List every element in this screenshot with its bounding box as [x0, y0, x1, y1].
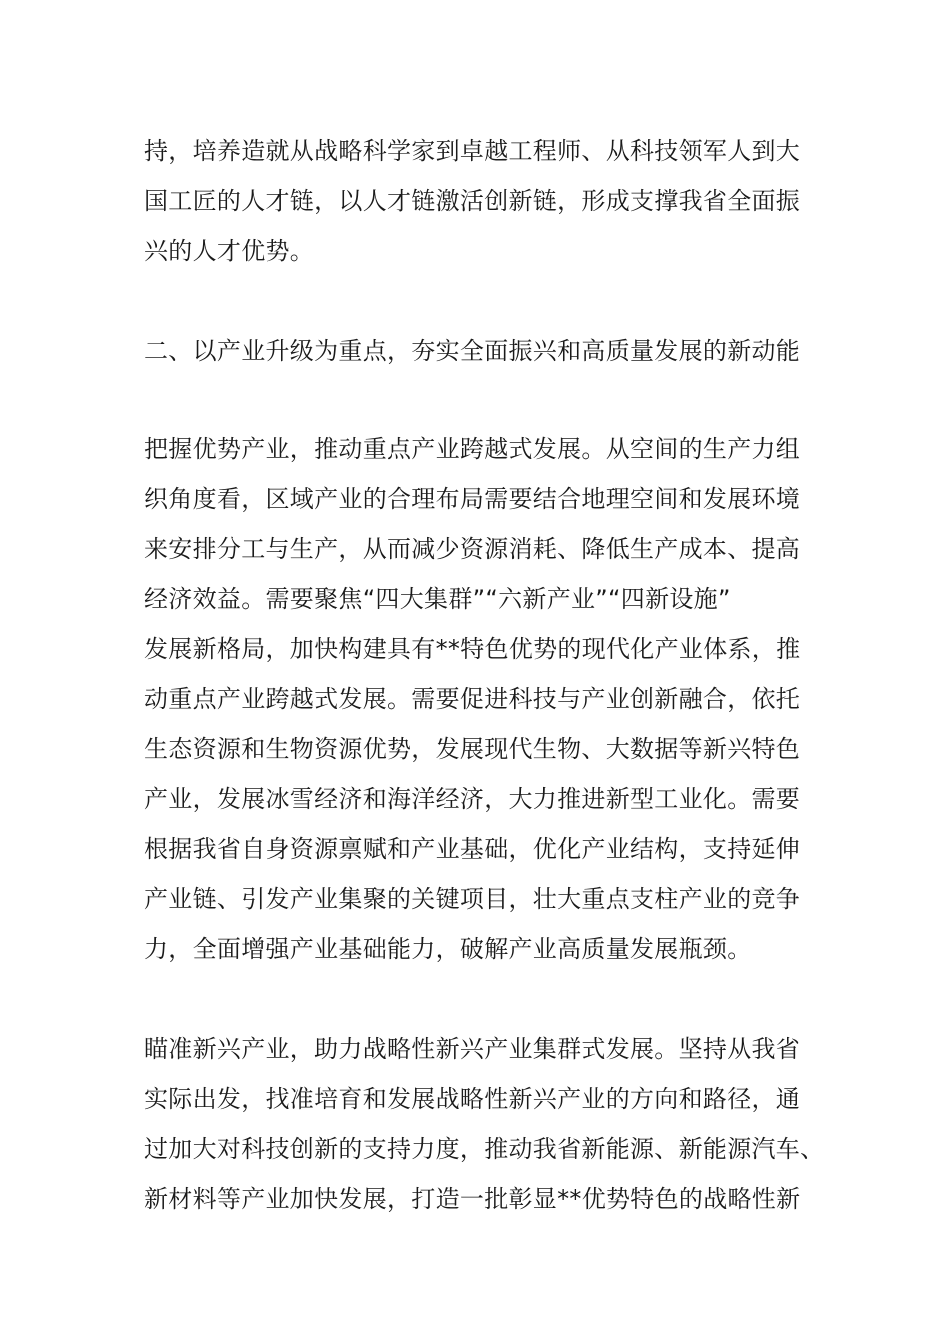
section-heading: 二、以产业升级为重点，夯实全面振兴和高质量发展的新动能 [144, 337, 801, 365]
paragraph-2-line-7: 生态资源和生物资源优势，发展现代生物、大数据等新兴特色 [144, 735, 801, 763]
paragraph-1-line-1: 持，培养造就从战略科学家到卓越工程师、从科技领军人到大 [144, 137, 801, 165]
paragraph-2-line-1: 把握优势产业，推动重点产业跨越式发展。从空间的生产力组 [144, 435, 801, 463]
paragraph-2-line-11: 力，全面增强产业基础能力，破解产业高质量发展瓶颈。 [144, 935, 752, 963]
paragraph-2-line-4: 经济效益。需要聚焦“四大集群”“六新产业”“四新设施” [144, 585, 731, 613]
paragraph-3-line-2: 实际出发，找准培育和发展战略性新兴产业的方向和路径，通 [144, 1085, 801, 1113]
paragraph-2-line-9: 根据我省自身资源禀赋和产业基础，优化产业结构，支持延伸 [144, 835, 801, 863]
paragraph-2-line-6: 动重点产业跨越式发展。需要促进科技与产业创新融合，依托 [144, 685, 801, 713]
paragraph-2-line-5: 发展新格局，加快构建具有**特色优势的现代化产业体系，推 [144, 635, 801, 663]
paragraph-2-line-2: 织角度看，区域产业的合理布局需要结合地理空间和发展环境 [144, 485, 801, 513]
paragraph-3-line-4: 新材料等产业加快发展，打造一批彰显**优势特色的战略性新 [144, 1185, 801, 1213]
paragraph-3-line-1: 瞄准新兴产业，助力战略性新兴产业集群式发展。坚持从我省 [144, 1035, 801, 1063]
paragraph-3-line-3: 过加大对科技创新的支持力度，推动我省新能源、新能源汽车、 [144, 1135, 825, 1163]
paragraph-1-line-2: 国工匠的人才链，以人才链激活创新链，形成支撑我省全面振 [144, 187, 801, 215]
paragraph-1-line-3: 兴的人才优势。 [144, 237, 315, 265]
paragraph-2-line-3: 来安排分工与生产，从而减少资源消耗、降低生产成本、提高 [144, 535, 801, 563]
paragraph-2-line-10: 产业链、引发产业集聚的关键项目，壮大重点支柱产业的竞争 [144, 885, 801, 913]
paragraph-2-line-8: 产业，发展冰雪经济和海洋经济，大力推进新型工业化。需要 [144, 785, 801, 813]
